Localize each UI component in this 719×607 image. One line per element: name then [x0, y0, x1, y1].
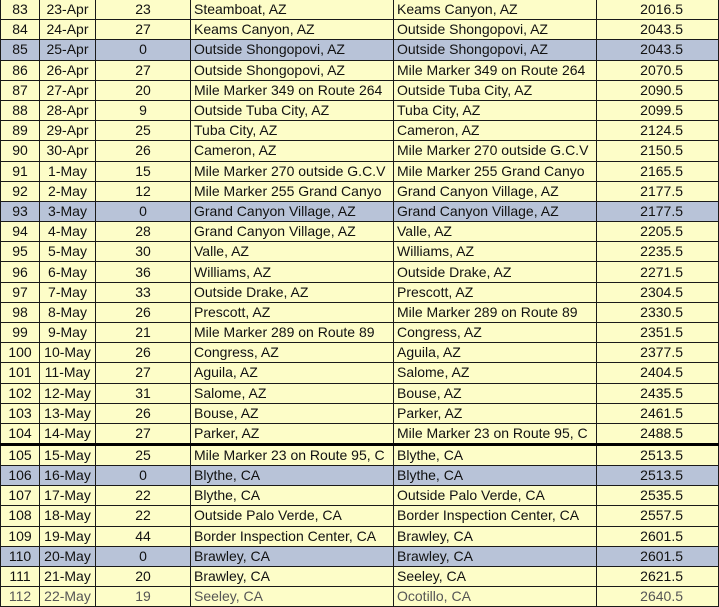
- miles-cell[interactable]: 27: [96, 60, 191, 80]
- day-number-cell[interactable]: 103: [1, 403, 40, 423]
- date-cell[interactable]: 10-May: [40, 343, 96, 363]
- total-miles-cell[interactable]: 2601.5: [597, 526, 719, 546]
- end-location-cell[interactable]: Seeley, CA: [394, 566, 597, 586]
- date-cell[interactable]: 19-May: [40, 526, 96, 546]
- table-row-rest-day: [1, 40, 719, 60]
- date-cell[interactable]: 27-Apr: [40, 80, 96, 100]
- start-location-cell[interactable]: Outside Shongopovi, AZ: [191, 40, 394, 60]
- miles-cell[interactable]: 20: [96, 566, 191, 586]
- end-location-cell[interactable]: Bouse, AZ: [394, 383, 597, 403]
- end-location-cell[interactable]: Outside Drake, AZ: [394, 262, 597, 282]
- date-cell[interactable]: 28-Apr: [40, 100, 96, 120]
- day-number-cell[interactable]: 111: [1, 566, 40, 586]
- miles-cell[interactable]: 30: [96, 242, 191, 262]
- day-number-cell[interactable]: 92: [1, 181, 40, 201]
- day-number-cell[interactable]: 107: [1, 486, 40, 506]
- table-row: [1, 486, 719, 506]
- total-miles-cell[interactable]: 2016.5: [597, 0, 719, 20]
- date-cell[interactable]: 8-May: [40, 302, 96, 322]
- start-location-cell[interactable]: Mile Marker 349 on Route 264: [191, 80, 394, 100]
- start-location-cell[interactable]: Seeley, CA: [191, 587, 394, 607]
- total-miles-cell[interactable]: 2330.5: [597, 302, 719, 322]
- table-row: [1, 403, 719, 423]
- date-cell[interactable]: 6-May: [40, 262, 96, 282]
- day-number-cell[interactable]: 96: [1, 262, 40, 282]
- table-row: [1, 222, 719, 242]
- day-number-cell[interactable]: 91: [1, 161, 40, 181]
- date-cell[interactable]: 30-Apr: [40, 141, 96, 161]
- total-miles-cell[interactable]: 2535.5: [597, 486, 719, 506]
- day-number-cell[interactable]: 106: [1, 465, 40, 485]
- end-location-cell[interactable]: Cameron, AZ: [394, 121, 597, 141]
- end-location-cell[interactable]: Outside Palo Verde, CA: [394, 486, 597, 506]
- end-location-cell[interactable]: Mile Marker 349 on Route 264: [394, 60, 597, 80]
- miles-cell[interactable]: 0: [96, 546, 191, 566]
- day-number-cell[interactable]: 99: [1, 323, 40, 343]
- end-location-cell[interactable]: Valle, AZ: [394, 222, 597, 242]
- day-number-cell[interactable]: 94: [1, 222, 40, 242]
- date-cell[interactable]: 21-May: [40, 566, 96, 586]
- miles-cell[interactable]: 0: [96, 465, 191, 485]
- day-number-cell[interactable]: 85: [1, 40, 40, 60]
- day-number-cell[interactable]: 84: [1, 20, 40, 40]
- start-location-cell[interactable]: Salome, AZ: [191, 383, 394, 403]
- total-miles-cell[interactable]: 2124.5: [597, 121, 719, 141]
- start-location-cell[interactable]: Brawley, CA: [191, 566, 394, 586]
- miles-cell[interactable]: 0: [96, 40, 191, 60]
- date-cell[interactable]: 29-Apr: [40, 121, 96, 141]
- miles-cell[interactable]: 44: [96, 526, 191, 546]
- total-miles-cell[interactable]: 2150.5: [597, 141, 719, 161]
- total-miles-cell[interactable]: 2557.5: [597, 506, 719, 526]
- table-row-rest-day: [1, 546, 719, 566]
- total-miles-cell[interactable]: 2070.5: [597, 60, 719, 80]
- start-location-cell[interactable]: Bouse, AZ: [191, 403, 394, 423]
- total-miles-cell[interactable]: 2513.5: [597, 465, 719, 485]
- miles-cell[interactable]: 0: [96, 201, 191, 221]
- end-location-cell[interactable]: Parker, AZ: [394, 403, 597, 423]
- day-number-cell[interactable]: 100: [1, 343, 40, 363]
- table-row: [1, 20, 719, 40]
- end-location-cell[interactable]: Ocotillo, CA: [394, 587, 597, 607]
- end-location-cell[interactable]: Brawley, CA: [394, 546, 597, 566]
- miles-cell[interactable]: 12: [96, 181, 191, 201]
- table-row: [1, 343, 719, 363]
- date-cell[interactable]: 15-May: [40, 444, 96, 465]
- date-cell[interactable]: 1-May: [40, 161, 96, 181]
- miles-cell[interactable]: 22: [96, 506, 191, 526]
- date-cell[interactable]: 24-Apr: [40, 20, 96, 40]
- end-location-cell[interactable]: Brawley, CA: [394, 526, 597, 546]
- total-miles-cell[interactable]: 2099.5: [597, 100, 719, 120]
- miles-cell[interactable]: 25: [96, 121, 191, 141]
- table-row: [1, 161, 719, 181]
- total-miles-cell[interactable]: 2435.5: [597, 383, 719, 403]
- table-row: [1, 323, 719, 343]
- date-cell[interactable]: 22-May: [40, 587, 96, 607]
- total-miles-cell[interactable]: 2043.5: [597, 40, 719, 60]
- miles-cell[interactable]: 9: [96, 100, 191, 120]
- date-cell[interactable]: 2-May: [40, 181, 96, 201]
- start-location-cell[interactable]: Prescott, AZ: [191, 302, 394, 322]
- day-number-cell[interactable]: 110: [1, 546, 40, 566]
- miles-cell[interactable]: 15: [96, 161, 191, 181]
- end-location-cell[interactable]: Tuba City, AZ: [394, 100, 597, 120]
- start-location-cell[interactable]: Brawley, CA: [191, 546, 394, 566]
- end-location-cell[interactable]: Blythe, CA: [394, 444, 597, 465]
- date-cell[interactable]: 20-May: [40, 546, 96, 566]
- table-row: [1, 302, 719, 322]
- date-cell[interactable]: 11-May: [40, 363, 96, 383]
- total-miles-cell[interactable]: 2351.5: [597, 323, 719, 343]
- day-number-cell[interactable]: 86: [1, 60, 40, 80]
- day-number-cell[interactable]: 88: [1, 100, 40, 120]
- date-cell[interactable]: 26-Apr: [40, 60, 96, 80]
- miles-cell[interactable]: 19: [96, 587, 191, 607]
- total-miles-cell[interactable]: 2513.5: [597, 444, 719, 465]
- date-cell[interactable]: 18-May: [40, 506, 96, 526]
- day-number-cell[interactable]: 102: [1, 383, 40, 403]
- day-number-cell[interactable]: 108: [1, 506, 40, 526]
- end-location-cell[interactable]: Outside Shongopovi, AZ: [394, 40, 597, 60]
- end-location-cell[interactable]: Mile Marker 23 on Route 95, C: [394, 423, 597, 444]
- start-location-cell[interactable]: Mile Marker 23 on Route 95, C: [191, 444, 394, 465]
- miles-cell[interactable]: 27: [96, 20, 191, 40]
- day-number-cell[interactable]: 105: [1, 444, 40, 465]
- miles-cell[interactable]: 23: [96, 0, 191, 20]
- total-miles-cell[interactable]: 2304.5: [597, 282, 719, 302]
- end-location-cell[interactable]: Border Inspection Center, CA: [394, 506, 597, 526]
- date-cell[interactable]: 14-May: [40, 423, 96, 444]
- total-miles-cell[interactable]: 2404.5: [597, 363, 719, 383]
- table-row: [1, 141, 719, 161]
- day-number-cell[interactable]: 89: [1, 121, 40, 141]
- table-row: [1, 587, 719, 607]
- total-miles-cell[interactable]: 2205.5: [597, 222, 719, 242]
- end-location-cell[interactable]: Outside Shongopovi, AZ: [394, 20, 597, 40]
- miles-cell[interactable]: 31: [96, 383, 191, 403]
- day-number-cell[interactable]: 90: [1, 141, 40, 161]
- total-miles-cell[interactable]: 2601.5: [597, 546, 719, 566]
- start-location-cell[interactable]: Grand Canyon Village, AZ: [191, 201, 394, 221]
- total-miles-cell[interactable]: 2271.5: [597, 262, 719, 282]
- date-cell[interactable]: 25-Apr: [40, 40, 96, 60]
- table-row: [1, 181, 719, 201]
- start-location-cell[interactable]: Mile Marker 255 Grand Canyo: [191, 181, 394, 201]
- day-number-cell[interactable]: 95: [1, 242, 40, 262]
- day-number-cell[interactable]: 98: [1, 302, 40, 322]
- miles-cell[interactable]: 26: [96, 403, 191, 423]
- start-location-cell[interactable]: Keams Canyon, AZ: [191, 20, 394, 40]
- start-location-cell[interactable]: Outside Shongopovi, AZ: [191, 60, 394, 80]
- end-location-cell[interactable]: Blythe, CA: [394, 465, 597, 485]
- miles-cell[interactable]: 28: [96, 222, 191, 242]
- date-cell[interactable]: 4-May: [40, 222, 96, 242]
- day-number-cell[interactable]: 97: [1, 282, 40, 302]
- table-row-rest-day: [1, 201, 719, 221]
- table-row: [1, 242, 719, 262]
- total-miles-cell[interactable]: 2177.5: [597, 181, 719, 201]
- miles-cell[interactable]: 25: [96, 444, 191, 465]
- day-number-cell[interactable]: 93: [1, 201, 40, 221]
- start-location-cell[interactable]: Parker, AZ: [191, 423, 394, 444]
- start-location-cell[interactable]: Congress, AZ: [191, 343, 394, 363]
- start-location-cell[interactable]: Tuba City, AZ: [191, 121, 394, 141]
- end-location-cell[interactable]: Salome, AZ: [394, 363, 597, 383]
- table-row: [1, 0, 719, 20]
- day-number-cell[interactable]: 109: [1, 526, 40, 546]
- total-miles-cell[interactable]: 2377.5: [597, 343, 719, 363]
- end-location-cell[interactable]: Mile Marker 270 outside G.C.V: [394, 141, 597, 161]
- total-miles-cell[interactable]: 2461.5: [597, 403, 719, 423]
- total-miles-cell[interactable]: 2235.5: [597, 242, 719, 262]
- table-row: [1, 383, 719, 403]
- total-miles-cell[interactable]: 2488.5: [597, 423, 719, 444]
- miles-cell[interactable]: 21: [96, 323, 191, 343]
- date-cell[interactable]: 9-May: [40, 323, 96, 343]
- table-row: [1, 444, 719, 465]
- start-location-cell[interactable]: Aguila, AZ: [191, 363, 394, 383]
- day-number-cell[interactable]: 101: [1, 363, 40, 383]
- miles-cell[interactable]: 36: [96, 262, 191, 282]
- date-cell[interactable]: 5-May: [40, 242, 96, 262]
- start-location-cell[interactable]: Valle, AZ: [191, 242, 394, 262]
- total-miles-cell[interactable]: 2165.5: [597, 161, 719, 181]
- day-number-cell[interactable]: 87: [1, 80, 40, 100]
- date-cell[interactable]: 17-May: [40, 486, 96, 506]
- table-row: [1, 526, 719, 546]
- miles-cell[interactable]: 26: [96, 141, 191, 161]
- miles-cell[interactable]: 20: [96, 80, 191, 100]
- start-location-cell[interactable]: Steamboat, AZ: [191, 0, 394, 20]
- end-location-cell[interactable]: Mile Marker 289 on Route 89: [394, 302, 597, 322]
- total-miles-cell[interactable]: 2177.5: [597, 201, 719, 221]
- table-row: [1, 262, 719, 282]
- table-row: [1, 566, 719, 586]
- day-number-cell[interactable]: 112: [1, 587, 40, 607]
- table-row: [1, 60, 719, 80]
- end-location-cell[interactable]: Williams, AZ: [394, 242, 597, 262]
- end-location-cell[interactable]: Aguila, AZ: [394, 343, 597, 363]
- start-location-cell[interactable]: Williams, AZ: [191, 262, 394, 282]
- total-miles-cell[interactable]: 2043.5: [597, 20, 719, 40]
- table-row: [1, 423, 719, 444]
- miles-cell[interactable]: 27: [96, 363, 191, 383]
- end-location-cell[interactable]: Grand Canyon Village, AZ: [394, 181, 597, 201]
- date-cell[interactable]: 16-May: [40, 465, 96, 485]
- table-row: [1, 506, 719, 526]
- table-row: [1, 100, 719, 120]
- day-number-cell[interactable]: 104: [1, 423, 40, 444]
- table-row: [1, 363, 719, 383]
- date-cell[interactable]: 13-May: [40, 403, 96, 423]
- start-location-cell[interactable]: Outside Tuba City, AZ: [191, 100, 394, 120]
- start-location-cell[interactable]: Mile Marker 289 on Route 89: [191, 323, 394, 343]
- table-row-rest-day: [1, 465, 719, 485]
- total-miles-cell[interactable]: 2621.5: [597, 566, 719, 586]
- miles-cell[interactable]: 26: [96, 343, 191, 363]
- trip-log-body: [1, 0, 719, 607]
- miles-cell[interactable]: 33: [96, 282, 191, 302]
- start-location-cell[interactable]: Border Inspection Center, CA: [191, 526, 394, 546]
- start-location-cell[interactable]: Cameron, AZ: [191, 141, 394, 161]
- total-miles-cell[interactable]: 2640.5: [597, 587, 719, 607]
- table-row: [1, 80, 719, 100]
- start-location-cell[interactable]: Outside Palo Verde, CA: [191, 506, 394, 526]
- start-location-cell[interactable]: Grand Canyon Village, AZ: [191, 222, 394, 242]
- end-location-cell[interactable]: Mile Marker 255 Grand Canyo: [394, 161, 597, 181]
- start-location-cell[interactable]: Mile Marker 270 outside G.C.V: [191, 161, 394, 181]
- date-cell[interactable]: 23-Apr: [40, 0, 96, 20]
- end-location-cell[interactable]: Grand Canyon Village, AZ: [394, 201, 597, 221]
- date-cell[interactable]: 7-May: [40, 282, 96, 302]
- date-cell[interactable]: 12-May: [40, 383, 96, 403]
- miles-cell[interactable]: 22: [96, 486, 191, 506]
- table-row: [1, 282, 719, 302]
- date-cell[interactable]: 3-May: [40, 201, 96, 221]
- start-location-cell[interactable]: Blythe, CA: [191, 465, 394, 485]
- end-location-cell[interactable]: Outside Tuba City, AZ: [394, 80, 597, 100]
- total-miles-cell[interactable]: 2090.5: [597, 80, 719, 100]
- end-location-cell[interactable]: Prescott, AZ: [394, 282, 597, 302]
- end-location-cell[interactable]: Keams Canyon, AZ: [394, 0, 597, 20]
- day-number-cell[interactable]: 83: [1, 0, 40, 20]
- end-location-cell[interactable]: Congress, AZ: [394, 323, 597, 343]
- table-row: [1, 121, 719, 141]
- start-location-cell[interactable]: Outside Drake, AZ: [191, 282, 394, 302]
- miles-cell[interactable]: 27: [96, 423, 191, 444]
- start-location-cell[interactable]: Blythe, CA: [191, 486, 394, 506]
- miles-cell[interactable]: 26: [96, 302, 191, 322]
